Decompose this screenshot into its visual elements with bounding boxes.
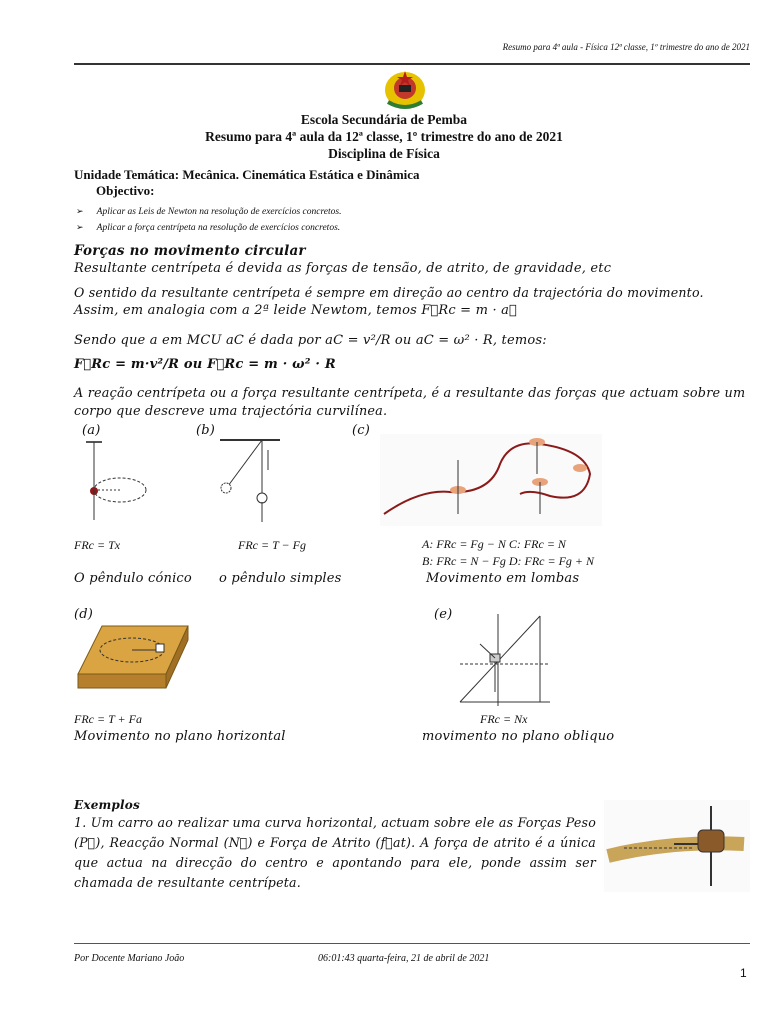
caption-d: Movimento no plano horizontal [74, 729, 286, 744]
formula-d: FRc = T + Fa [74, 712, 142, 726]
page-number: 1 [740, 966, 747, 980]
caption-e: movimento no plano obliquo [422, 729, 615, 744]
header-rule [74, 63, 750, 65]
horizontal-plane-figure [74, 624, 190, 694]
objective-label: Objectivo: [96, 183, 155, 198]
caption-c: Movimento em lombas [426, 571, 580, 586]
thematic-unit: Unidade Temática: Mecânica. Cinemática Estática e Dinâmica [74, 167, 420, 182]
footer-rule [74, 943, 750, 944]
figure-tag: (b) [196, 423, 216, 438]
example-1: 1. Um carro ao realizar uma curva horizontal, actuam sobre ele as Forças Peso (P⃗), Reacção Normal (N⃗) e Força de Atrito (f⃗at). A força de atrito é a única que actua na direcção do centro e apontando para ele, ponde assim ser chamada de resultante centrípeta. [74, 815, 596, 890]
figure-tag: (e) [434, 607, 453, 622]
humps-motion-figure [380, 434, 602, 526]
caption-a: O pêndulo cónico [74, 571, 192, 586]
figure-tag: (a) [82, 423, 101, 438]
national-emblem-icon [380, 68, 430, 110]
car-curve-figure [604, 800, 750, 892]
objective-item: ➢ Aplicar as Leis de Newton na resolução de exercícios concretos. [76, 207, 342, 217]
examples-title: Exemplos [74, 798, 140, 812]
figure-tag: (d) [74, 607, 94, 622]
formula-b: FRc = T − Fg [238, 538, 306, 552]
formula-c-2: B: FRc = N − Fg D: FRc = Fg + N [422, 554, 595, 568]
paragraph: Resultante centrípeta é devida as forças de tensão, de atrito, de gravidade, etc [74, 261, 612, 276]
formula-e: FRc = Nx [480, 712, 528, 726]
running-header: Resumo para 4ª aula - Física 12ª classe, 1º trimestre do ano de 2021 [502, 42, 750, 52]
formula-line: F⃗Rc = m·v²/R ou F⃗Rc = m · ω² · R [74, 357, 336, 372]
figure-tag: (c) [352, 423, 371, 438]
formula-line: Sendo que a em MCU aC é dada por aC = v²/R ou aC = ω² · R, temos: [74, 333, 547, 348]
section-title: Forças no movimento circular [74, 243, 306, 259]
footer-datetime: 06:01:43 quarta-feira, 21 de abril de 2021 [318, 953, 490, 964]
formula-a: FRc = Tx [74, 538, 121, 552]
conical-pendulum-figure [74, 440, 154, 530]
caption-b: o pêndulo simples [219, 571, 342, 586]
simple-pendulum-figure [210, 436, 290, 528]
formula-c-1: A: FRc = Fg − N C: FRc = N [422, 537, 566, 551]
inclined-plane-figure [450, 612, 560, 708]
discipline-title: Disciplina de Física [328, 146, 440, 161]
school-name: Escola Secundária de Pemba [300, 112, 468, 127]
footer-author: Por Docente Mariano João [74, 953, 185, 964]
paragraph: Assim, em analogia com a 2ª leide Newtom, temos F⃗Rc = m · a⃗ [74, 303, 517, 318]
objective-item: ➢ Aplicar a força centrípeta na resolução de exercícios concretos. [76, 223, 341, 233]
paragraph: A reação centrípeta ou a força resultante centrípeta, é a resultante das forças que actuam sobre um corpo que descreve uma trajectória curvilínea. [74, 386, 746, 419]
summary-title: Resumo para 4ª aula da 12ª classe, 1º trimestre do ano de 2021 [205, 129, 563, 144]
paragraph: O sentido da resultante centrípeta é sempre em direção ao centro da trajectória do movimento. [74, 285, 704, 300]
